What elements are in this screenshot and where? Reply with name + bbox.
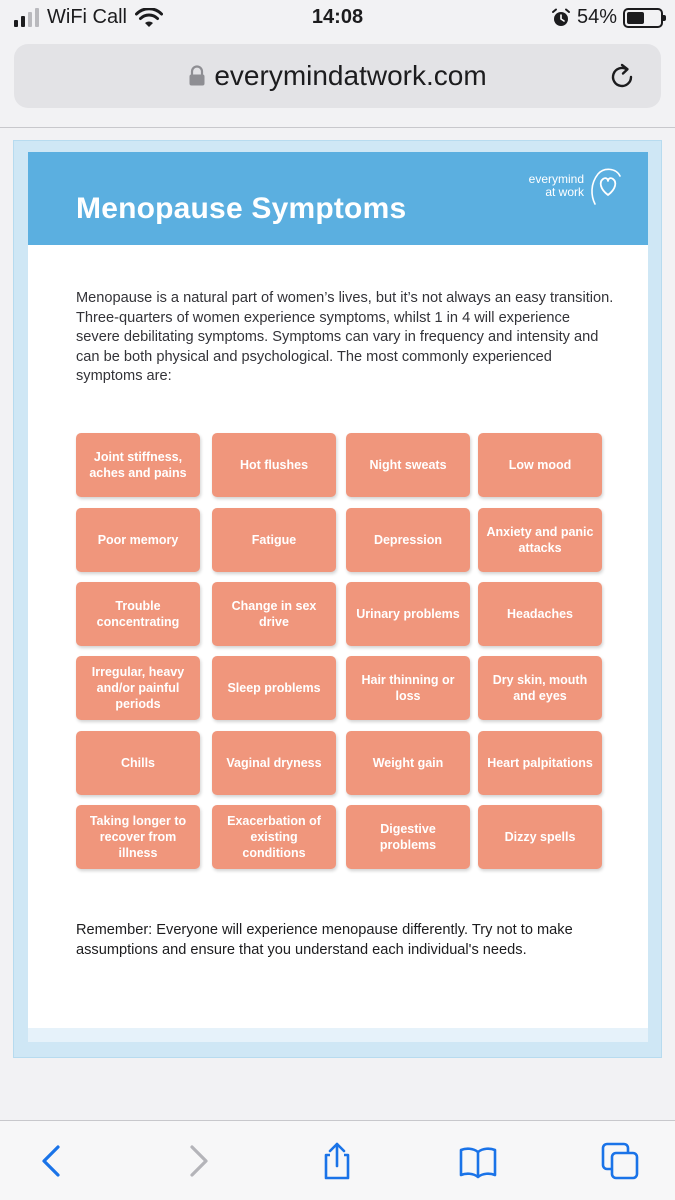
symptom-tile: Joint stiffness, aches and pains xyxy=(76,433,200,497)
page-title: Menopause Symptoms xyxy=(76,192,407,225)
forward-button[interactable] xyxy=(176,1139,220,1183)
tabs-icon xyxy=(600,1141,640,1181)
symptom-tile: Anxiety and panic attacks xyxy=(478,508,602,572)
symptom-tile: Exacerbation of existing conditions xyxy=(212,805,336,869)
symptom-tile: Depression xyxy=(346,508,470,572)
document-header xyxy=(28,152,648,245)
symptom-tile: Fatigue xyxy=(212,508,336,572)
back-button[interactable] xyxy=(30,1139,74,1183)
status-time: 14:08 xyxy=(311,6,364,28)
symptom-tile: Hot flushes xyxy=(212,433,336,497)
page-footer-strip xyxy=(28,1028,648,1042)
url-text: everymindatwork.com xyxy=(214,60,487,91)
symptom-tile: Vaginal dryness xyxy=(212,731,336,795)
symptom-tile: Digestive problems xyxy=(346,805,470,869)
divider xyxy=(0,127,675,128)
tabs-button[interactable] xyxy=(598,1139,642,1183)
url-display[interactable] xyxy=(188,60,486,92)
symptom-tile: Dry skin, mouth and eyes xyxy=(478,656,602,720)
symptoms-grid xyxy=(76,433,604,873)
battery-percent: 54% xyxy=(576,6,617,28)
reload-icon[interactable] xyxy=(607,62,637,92)
browser-toolbar xyxy=(0,1121,675,1200)
symptom-tile: Heart palpitations xyxy=(478,731,602,795)
logo-line-2: at work xyxy=(545,185,584,199)
symptom-tile: Weight gain xyxy=(346,731,470,795)
status-right xyxy=(551,6,663,29)
heart-logo-icon xyxy=(588,166,624,206)
symptom-tile: Chills xyxy=(76,731,200,795)
symptom-tile: Poor memory xyxy=(76,508,200,572)
carrier-label: WiFi Call xyxy=(47,6,127,28)
symptom-tile: Hair thinning or loss xyxy=(346,656,470,720)
alarm-icon xyxy=(551,8,571,28)
symptom-tile: Dizzy spells xyxy=(478,805,602,869)
battery-fill xyxy=(627,12,644,24)
share-icon xyxy=(317,1141,357,1181)
share-button[interactable] xyxy=(315,1139,359,1183)
symptom-tile: Change in sex drive xyxy=(212,582,336,646)
bookmarks-button[interactable] xyxy=(456,1139,500,1183)
intro-paragraph: Menopause is a natural part of women’s lives, but it’s not always an easy transition. Three-quarters of women experience symptoms, whilst 1 in 4 will experience severe debilitating symptoms. Symptoms can vary in frequency and intensity and can be both physical and psychological. The most commonly experienced symptoms are: xyxy=(76,290,614,384)
symptom-tile: Sleep problems xyxy=(212,656,336,720)
symptom-tile: Low mood xyxy=(478,433,602,497)
document-viewer xyxy=(13,140,662,1058)
battery-icon xyxy=(623,8,663,28)
logo-line-1: everymind xyxy=(528,172,584,186)
back-icon xyxy=(32,1141,72,1181)
logo-text xyxy=(529,173,584,199)
everymind-logo xyxy=(529,166,624,206)
symptom-tile: Urinary problems xyxy=(346,582,470,646)
symptom-tile: Headaches xyxy=(478,582,602,646)
address-bar[interactable] xyxy=(14,44,661,108)
lock-icon xyxy=(188,65,206,87)
symptom-tile: Trouble concentrating xyxy=(76,582,200,646)
symptom-tile: Taking longer to recover from illness xyxy=(76,805,200,869)
status-bar xyxy=(0,0,675,38)
symptom-tile: Night sweats xyxy=(346,433,470,497)
remember-note: Remember: Everyone will experience menopause differently. Try not to make assumptions and ensure that you understand each individual's needs. xyxy=(76,922,573,958)
symptom-tile: Irregular, heavy and/or painful periods xyxy=(76,656,200,720)
bookmarks-icon xyxy=(458,1141,498,1181)
forward-icon xyxy=(178,1141,218,1181)
document-page xyxy=(28,152,648,1042)
